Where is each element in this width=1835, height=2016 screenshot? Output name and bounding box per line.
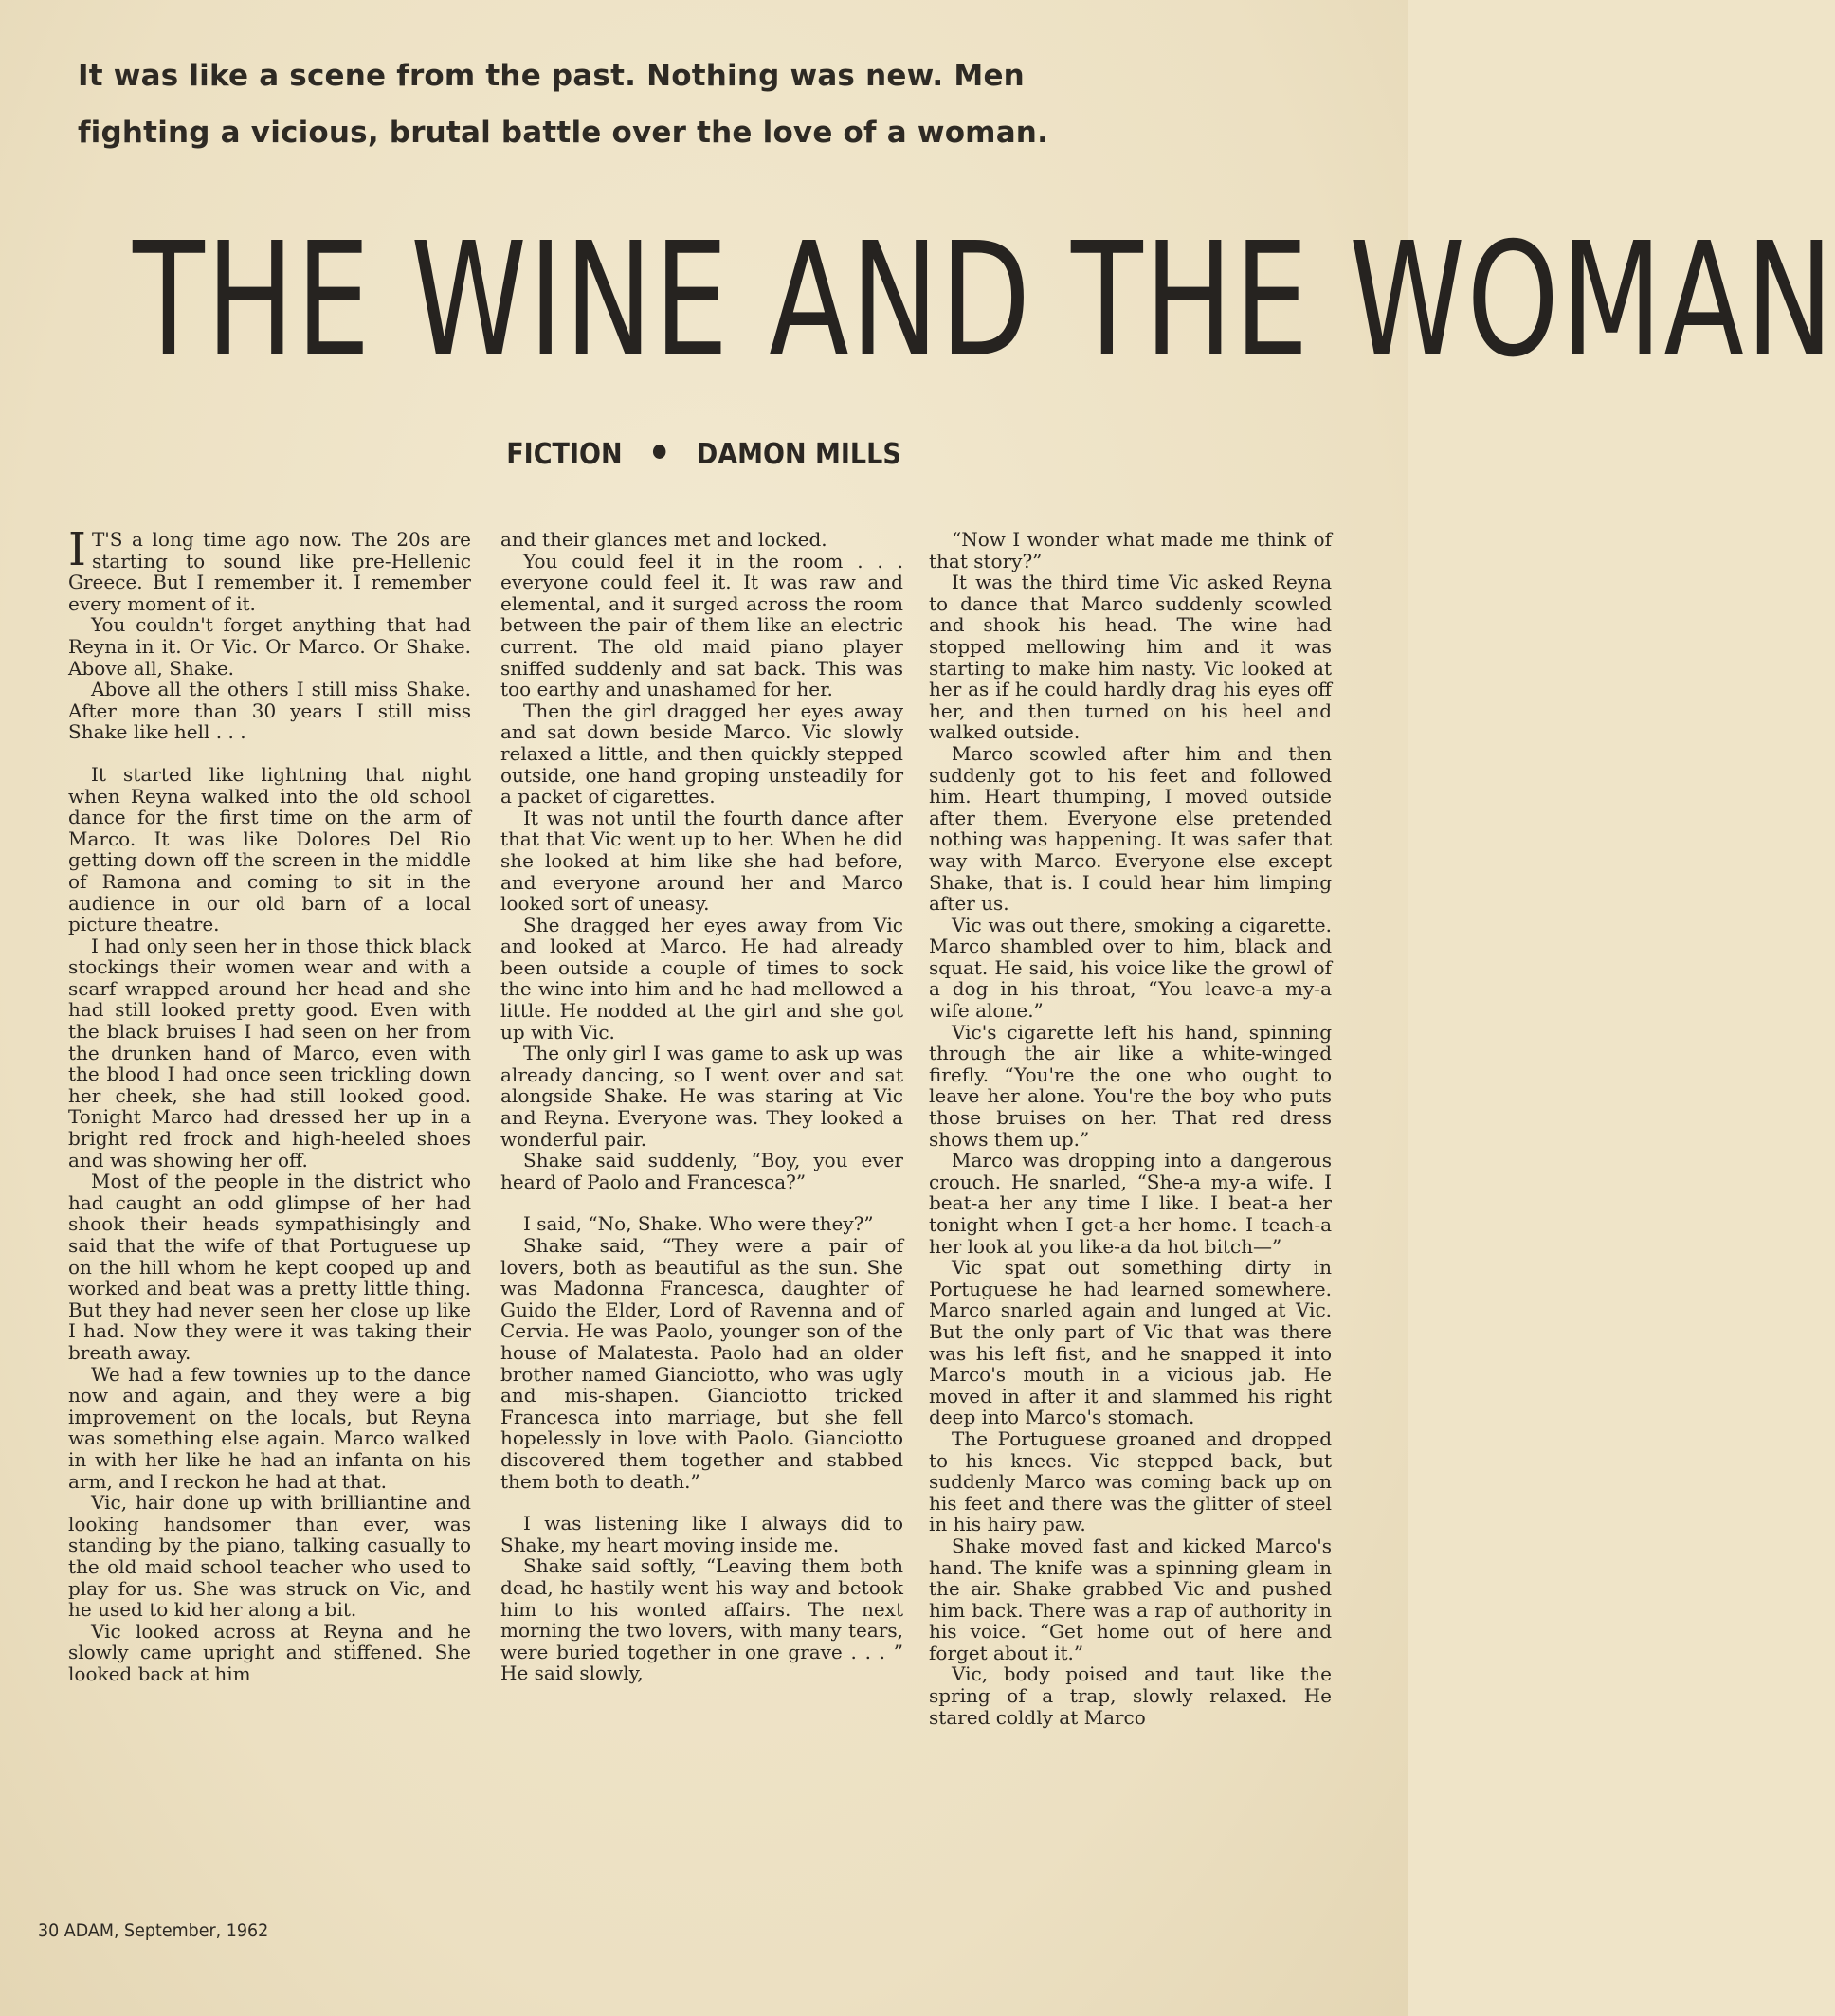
deck-line-1: It was like a scene from the past. Nothing was new. Men [78,59,1025,93]
author-name: DAMON MILLS [696,438,901,471]
paragraph: Shake moved fast and kicked Marco's hand. The knife was a spinning gleam in the air. Shake grabbed Vic and pushed him back. There was a rap of authority in his voice. “Get home out of here and forget about it.” [929,1534,1332,1664]
paragraph: The only girl I was game to ask up was already dancing, so I went over and sat alongside Shake. He was staring at Vic and Reyna. Everyone was. They looked a wonderful pair. [500,1042,903,1151]
section-label: FICTION [506,438,623,471]
page-footer: 30 ADAM, September, 1962 [38,1920,269,1941]
paragraph: You couldn't forget anything that had Reyna in it. Or Vic. Or Marco. Or Shake. Above all, Shake. [68,613,471,680]
paragraph: The Portuguese groaned and dropped to his knees. Vic stepped back, but suddenly Marco was coming back up on his feet and there was the glitter of steel in his hairy paw. [929,1426,1332,1536]
paragraph: Vic, hair done up with brilliantine and looking handsomer than ever, was standing by the piano, talking casually to the old maid school teacher who used to play for us. She was struck on Vic, and he used to kid her along a bit. [68,1491,471,1622]
paragraph: I was listening like I always did to Shake, my heart moving inside me. [500,1512,903,1556]
column-2 [500,529,903,1684]
paragraph: and their glances met and locked. [500,528,827,551]
paragraph: Marco was dropping into a dangerous crouch. He snarled, “She-a my-a wife. I beat-a her any time I like. I beat-a her tonight when I get-a her home. I teach-a her look at you like-a da hot bitch—” [929,1149,1332,1258]
article-title: THE WINE AND THE WOMAN [133,209,1835,392]
paragraph: She dragged her eyes away from Vic and looked at Marco. He had already been outside a couple of times to sock the wine into him and he had mellowed a little. He nodded at the girl and she got up with Vic. [500,913,903,1044]
paragraph: Shake said, “They were a pair of lovers, both as beautiful as the sun. She was Madonna Francesca, daughter of Guido the Elder, Lord of Ravenna and of Cervia. He was Paolo, younger son of the house of Malatesta. Paolo had an older brother named Gianciotto, who was ugly and mis-shapen. Gianciotto tricked Francesca into marriage, but she fell hopelessly in love with Paolo. Gianciotto discovered them together and stabbed them both to death.” [500,1234,903,1493]
paragraph: Vic spat out something dirty in Portuguese he had learned somewhere. Marco snarled again and lunged at Vic. But the only part of Vic that was there was his left fist, and he snapped it into Marco's mouth in a vicious jab. He moved in after it and slammed his right deep into Marco's stomach. [929,1256,1332,1429]
paragraph: I T'S a long time ago now. The 20s are starting to sound like pre-Hellenic Greece. But I remember it. I remember every moment of it. [68,523,471,615]
paragraph: Vic's cigarette left his hand, spinning through the air like a white-winged firefly. “You're the one who ought to leave her alone. You're the boy who puts those bruises on her. That red dress shows them up.” [929,1020,1332,1151]
deck-line-2: fighting a vicious, brutal battle over the love of a woman. [78,116,1049,150]
paragraph: Shake said softly, “Leaving them both dead, he hastily went his way and betook him to his wonted affairs. The next morning the two lovers, with many tears, were buried together in one grave . . . ” He said slowly, [500,1554,903,1685]
paragraph: Vic was out there, smoking a cigarette. Marco shambled over to him, black and squat. He said, his voice like the growl of a dog in his throat, “You leave-a my-a wife alone.” [929,913,1332,1023]
deck-text [78,47,1168,161]
column-3 [929,529,1332,1728]
paragraph: Vic looked across at Reyna and he slowly came upright and stiffened. She looked back at him [68,1619,471,1685]
paragraph: “Now I wonder what made me think of that story?” [929,528,1332,572]
paragraph: We had a few townies up to the dance now and again, and they were a big improvement on the locals, but Reyna was something else again. Marco walked in with her like he had an infanta on his arm, and I reckon he had at that. [68,1362,471,1493]
paragraph: Shake said suddenly, “Boy, you ever heard of Paolo and Francesca?” [500,1149,903,1193]
paragraph: It was not until the fourth dance after that that Vic went up to her. When he did she looked at him like she had before, and everyone around her and Marco looked sort of uneasy. [500,806,903,916]
paragraph: I had only seen her in those thick black stockings their women wear and with a scarf wrapped around her head and she had still looked pretty good. Even with the black bruises I had seen on her from the drunken hand of Marco, even with the blood I had once seen trickling down her cheek, she had still looked good. Tonight Marco had dressed her up in a bright red frock and high-heeled shoes and was showing her off. [68,934,471,1171]
paragraph: Then the girl dragged her eyes away and sat down beside Marco. Vic slowly relaxed a little, and then quickly stepped outside, one hand groping unsteadily for a packet of cigarettes. [500,699,903,808]
paragraph: I said, “No, Shake. Who were they?” [523,1212,874,1236]
paragraph: Above all the others I still miss Shake. After more than 30 years I still miss Shake like hell . . . [68,678,471,744]
drop-cap: I [68,523,86,576]
paragraph: Most of the people in the district who had caught an odd glimpse of her had shook their heads sympathisingly and said that the wife of that Portuguese up on the hill whom he kept cooped up and worked and beat was a pretty little thing. But they had never seen her close up like I had. Now they were it was taking their breath away. [68,1170,471,1364]
byline [70,438,1337,471]
bullet-icon [653,445,666,459]
paragraph: It started like lightning that night when Reyna walked into the old school dance for the first time on the arm of Marco. It was like Dolores Del Rio getting down off the screen in the middle of Ramona and coming to sit in the audience in our old barn of a local picture theatre. [68,762,471,936]
paragraph: Vic, body poised and taut like the spring of a trap, slowly relaxed. He stared coldly at Marco [929,1662,1332,1729]
paragraph: It was the third time Vic asked Reyna to dance that Marco suddenly scowled and shook his head. The wine had stopped mellowing him and it was starting to make him nasty. Vic looked at her as if he could hardly drag his eyes off her, and then turned on his heel and walked outside. [929,571,1332,744]
paragraph: Marco scowled after him and then suddenly got to his feet and followed him. Heart thumping, I moved outside after them. Everyone else pretended nothing was happening. It was safer that way with Marco. Everyone else except Shake, that is. I could hear him limping after us. [929,741,1332,916]
column-1 [68,523,471,1685]
paragraph: You could feel it in the room . . . everyone could feel it. It was raw and elemental, and it surged across the room between the pair of them like an electric current. The old maid piano player sniffed suddenly and sat back. This was too earthy and unashamed for her. [500,549,903,701]
